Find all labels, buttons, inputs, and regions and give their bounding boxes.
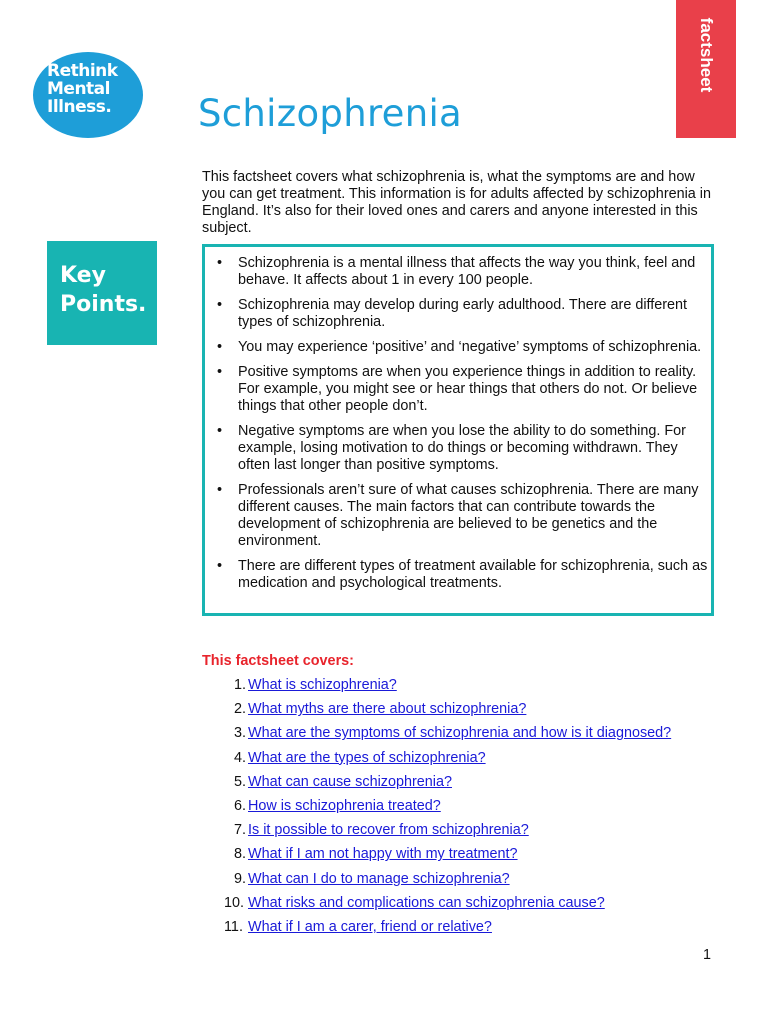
key-point-text: Professionals aren’t sure of what causes schizophrenia. There are many different causes. The main factors that can contribute towards the development of schizophrenia are believed to be genetics and the environment. (238, 482, 699, 549)
toc-number: 2. (233, 701, 246, 718)
toc-link[interactable]: What if I am a carer, friend or relative? (248, 918, 492, 935)
rethink-logo (33, 52, 143, 138)
toc-link[interactable]: What can I do to manage schizophrenia? (248, 870, 510, 887)
toc-number: 1. (233, 677, 246, 693)
page-number: 1 (703, 947, 712, 963)
toc-link[interactable]: Is it possible to recover from schizophrenia? (248, 822, 529, 839)
toc-link[interactable]: What can cause schizophrenia? (248, 773, 452, 790)
key-point-item (205, 482, 711, 550)
intro-paragraph: This factsheet covers what schizophrenia is, what the symptoms are and how you can get treatment. This information is for adults affected by schizophrenia in England. It’s also for their loved ones and carers and anyone interested in this subject. (202, 169, 712, 236)
toc-link[interactable]: What are the symptoms of schizophrenia and how is it diagnosed? (248, 725, 672, 742)
key-point-item (205, 423, 711, 474)
page-title: Schizophrenia (198, 92, 463, 135)
toc-number: 4. (233, 749, 246, 766)
key-point-text: There are different types of treatment available for schizophrenia, such as medication and psychological treatments. (238, 558, 708, 591)
key-point-text: Schizophrenia may develop during early adulthood. There are different types of schizophrenia. (238, 297, 688, 330)
toc-number: 10. (224, 894, 245, 911)
toc-link[interactable]: What are the types of schizophrenia? (248, 749, 486, 766)
logo-line: Rethink (47, 61, 118, 81)
toc-link[interactable]: What if I am not happy with my treatment? (248, 846, 518, 863)
toc-number: 8. (233, 846, 246, 863)
key-point-text: You may experience ‘positive’ and ‘negative’ symptoms of schizophrenia. (238, 339, 702, 355)
key-points-badge-line: Key (60, 263, 106, 288)
bullet-icon: • (217, 255, 223, 271)
key-point-item (205, 558, 711, 592)
key-point-item (205, 339, 711, 356)
covers-heading: This factsheet covers: (202, 653, 354, 669)
key-point-item (205, 255, 711, 289)
logo-line: Mental (47, 79, 110, 99)
factsheet-tab-label: factsheet (697, 17, 716, 93)
key-points-box (202, 244, 714, 616)
key-point-item (205, 364, 711, 415)
bullet-icon: • (217, 297, 223, 313)
key-points-badge-line: Points. (60, 292, 147, 317)
bullet-icon: • (217, 482, 223, 498)
key-points-list (205, 247, 711, 592)
key-point-item (205, 297, 711, 331)
bullet-icon: • (217, 423, 223, 439)
toc-link[interactable]: What myths are there about schizophrenia? (248, 701, 527, 718)
logo-line: Illness. (47, 97, 112, 117)
toc-number: 6. (233, 797, 246, 814)
toc-number: 11. (224, 918, 243, 935)
toc-link[interactable]: What is schizophrenia? (248, 677, 397, 693)
key-points-badge (47, 241, 157, 345)
factsheet-tab (676, 0, 736, 138)
bullet-icon: • (217, 558, 223, 574)
bullet-icon: • (217, 339, 223, 355)
toc-number: 3. (233, 725, 246, 742)
key-point-text: Negative symptoms are when you lose the ability to do something. For example, losing motivation to do things or becoming withdrawn. They often last longer than positive symptoms. (238, 423, 686, 473)
toc-link[interactable]: What risks and complications can schizophrenia cause? (248, 894, 605, 911)
key-point-text: Positive symptoms are when you experience things in addition to reality. For example, you might see or hear things that others do not. Or believe things that other people don’t. (238, 364, 698, 414)
toc-number: 7. (233, 822, 246, 839)
toc-link[interactable]: How is schizophrenia treated? (248, 797, 441, 814)
key-point-text: Schizophrenia is a mental illness that affects the way you think, feel and behave. It affects about 1 in every 100 people. (238, 255, 696, 288)
toc-number: 9. (233, 870, 246, 887)
bullet-icon: • (217, 364, 223, 380)
toc-number: 5. (233, 773, 246, 790)
